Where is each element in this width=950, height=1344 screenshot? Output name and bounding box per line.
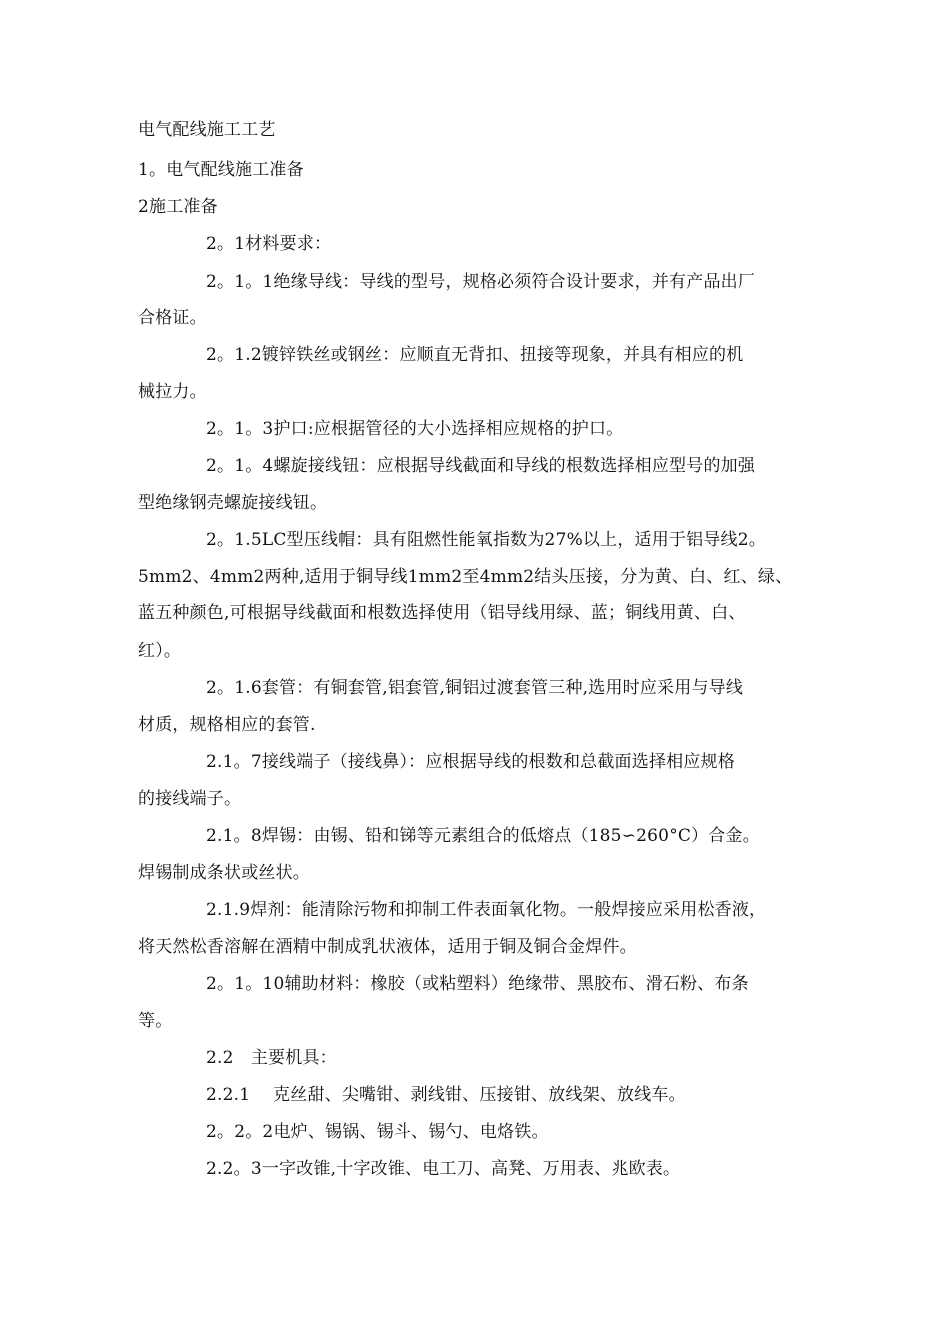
paragraph-line: 5mm2、4mm2两种,适用于铜导线1mm2至4mm2结头压接，分为黄、白、红、绿、 [138, 567, 793, 587]
paragraph-line: 2。1。4螺旋接线钮：应根据导线截面和导线的根数选择相应型号的加强 [206, 456, 756, 476]
paragraph-line: 2.1。8焊锡：由锡、铅和锑等元素组合的低熔点（185∽260°C）合金。 [206, 826, 760, 846]
document-title: 电气配线施工工艺 [138, 120, 276, 140]
paragraph-line: 2。1。1绝缘导线：导线的型号，规格必须符合设计要求，并有产品出厂 [206, 272, 756, 292]
subsection-heading: 2。1材料要求： [206, 234, 332, 254]
paragraph-line: 2。1.2镀锌铁丝或钢丝：应顺直无背扣、扭接等现象，并具有相应的机 [206, 345, 744, 365]
paragraph-line: 蓝五种颜色,可根据导线截面和根数选择使用（铝导线用绿、蓝；铜线用黄、白、 [138, 603, 746, 623]
section-heading: 1。电气配线施工准备 [138, 160, 304, 180]
paragraph-line: 2.1.9焊剂：能清除污物和抑制工件表面氧化物。一般焊接应采用松香液， [206, 900, 767, 920]
paragraph-line: 2。1.6套管：有铜套管,铝套管,铜铝过渡套管三种,选用时应采用与导线 [206, 678, 744, 698]
section-heading: 2施工准备 [138, 197, 218, 217]
paragraph-line: 的接线端子。 [138, 789, 242, 809]
paragraph-line: 2。1.5LC型压线帽：具有阻燃性能氧指数为27%以上，适用于铝导线2。 [206, 530, 766, 550]
paragraph-line: 2。1。10辅助材料：橡胶（或粘塑料）绝缘带、黑胶布、滑石粉、布条 [206, 974, 749, 994]
paragraph-line: 材质，规格相应的套管. [138, 715, 316, 735]
paragraph-line: 等。 [138, 1011, 173, 1031]
paragraph-line: 2.2.1 克丝甜、尖嘴钳、剥线钳、压接钳、放线架、放线车。 [206, 1085, 686, 1105]
paragraph-line: 将天然松香溶解在酒精中制成乳状液体，适用于铜及铜合金焊件。 [138, 937, 637, 957]
paragraph-line: 合格证。 [138, 308, 207, 328]
paragraph-line: 2。1。3护口:应根据管径的大小选择相应规格的护口。 [206, 419, 624, 439]
paragraph-line: 2。2。2电炉、锡锅、锡斗、锡勺、电烙铁。 [206, 1122, 549, 1142]
paragraph-line: 2.2。3一字改锥,十字改锥、电工刀、高凳、万用表、兆欧表。 [206, 1159, 681, 1179]
paragraph-line: 焊锡制成条状或丝状。 [138, 863, 310, 883]
paragraph-line: 2.1。7接线端子（接线鼻）：应根据导线的根数和总截面选择相应规格 [206, 752, 735, 772]
paragraph-line: 红）。 [138, 641, 182, 661]
subsection-heading: 2.2 主要机具： [206, 1048, 337, 1068]
paragraph-line: 型绝缘钢壳螺旋接线钮。 [138, 493, 328, 513]
paragraph-line: 械拉力。 [138, 382, 207, 402]
